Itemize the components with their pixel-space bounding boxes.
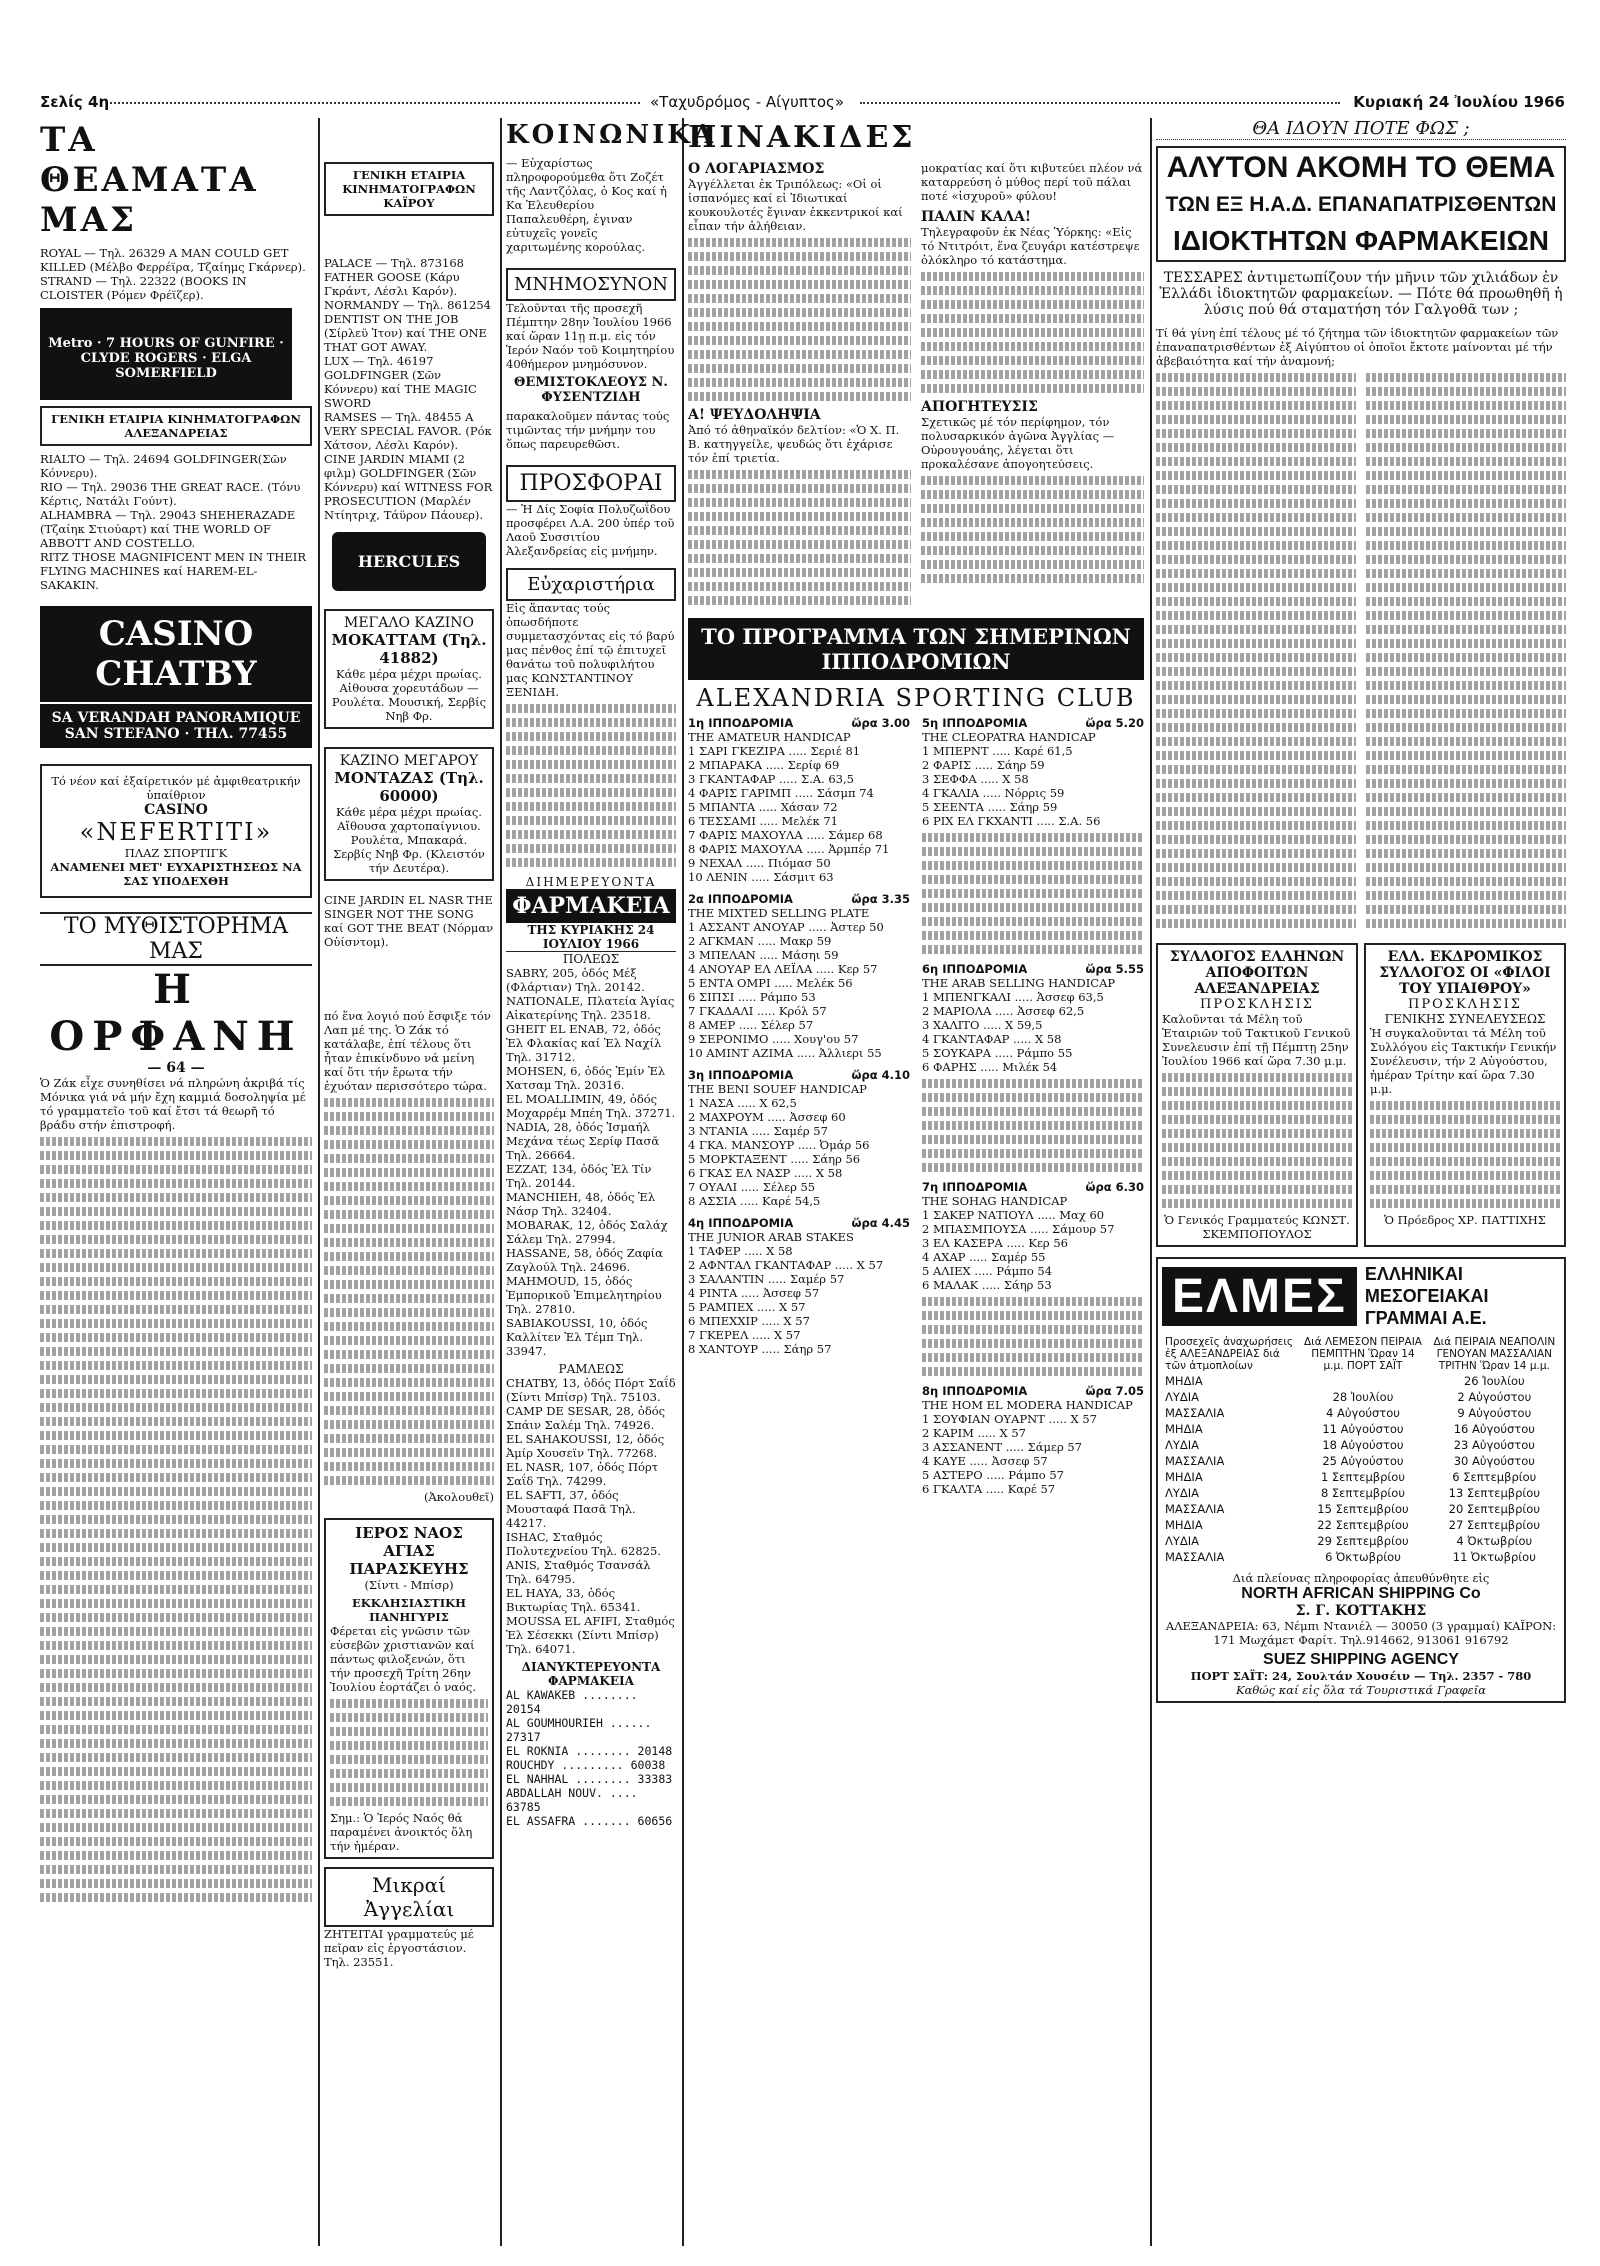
note-text: μοκρατίας καί ὅτι κιβυτεύει πλέον νά καταρρεύση ὁ μύθος περί τοῦ πάλαι ποτέ «ἰσχυροῦ» φύλου! (921, 161, 1143, 203)
notice-sign: Ὁ Πρόεδρος ΧΡ. ΠΑΤΤΙΧΗΣ (1384, 1213, 1546, 1227)
race-horse: 2 ΑΦΝΤΑΛ ΓΚΑΝΤΑΦΑΡ ..... Χ 57 (688, 1258, 884, 1272)
thanks-text: Εἰς ἅπαντας τούς ὁπωσδήποτε συμμετασχόντας εἰς τό βαρύ μας πένθος ἐπί τῷ ἐπιτυχεῖ θανάτω τοῦ πολυφιλήτου μας ΚΩΝΣΤΑΝΤΙΝΟΥ ΞΕΝΙΔΗ. (506, 601, 675, 699)
race-horse: 5 ΑΛΙΕΧ ..... Ράμπο 54 (922, 1264, 1053, 1278)
note-text: Ἀπό τό ἀθηναϊκόν δελτίον: «Ὁ Χ. Π. Β. κατηγγείλε, ψευδώς ὅτι ἐχάρισε τόν ἐπί τριετία. (688, 423, 900, 465)
list-item: ANIS, Σταθμός Τσανσάλ Τηλ. 64795. (506, 1558, 651, 1586)
race-horse: 4 ΡΙΝΤΑ ..... Ἀσσεφ 57 (688, 1286, 820, 1300)
column-main-story (1156, 118, 1566, 2246)
notes-right (921, 161, 1144, 610)
cinema-listing: CINE JARDIN MIAMI (2 φιλμ) GOLDFINGER (Σῶν Κόννερυ) καί WITNESS FOR PROSECUTION (Μαρλέν Ντίητριχ, Τάϋρον Πάουερ). (324, 452, 493, 522)
race-title: 5η ΙΠΠΟΔΡΟΜΙΑ ὥρα 5.20 (922, 716, 1144, 730)
table-header: Προσεχεῖς ἀναχωρήσεις ἐξ ΑΛΕΞΑΝΔΡΕΙΑΣ διά τῶν ἀτμοπλοίων Διά ΛΕΜΕΣΟΝ ΠΕΙΡΑΙΑ ΠΕΜΠΤΗΝ Ὥραν 14 μ.μ. ΠΟΡΤ ΣΑΪΤ Διά ΠΕΙΡΑΙΑ ΝΕΑΠΟΛΙΝ ΓΕΝΟΥΑΝ ΜΑΣΣΑΛΙΑΝ ΤΡΙΤΗΝ Ὥραν 14 μ.μ. (1165, 1336, 1556, 1372)
cinema-listing: LUX — Τηλ. 46197 GOLDFINGER (Σῶν Κόννερυ) καί THE MAGIC SWORD (324, 354, 477, 410)
races-left (688, 716, 910, 1496)
cinema-listing: RIALTO — Τηλ. 24694 GOLDFINGER(Σῶν Κόννερυ). (40, 452, 287, 480)
novel-title: Η ΟΡΦΑΝΗ (49, 966, 303, 1060)
race-title: 6η ΙΠΠΟΔΡΟΜΙΑ ὥρα 5.55 (922, 962, 1144, 976)
table-row: ΜΗΔΙΑ 1 Σεπτεμβρίου 6 Σεπτεμβρίου (1165, 1470, 1537, 1484)
notice-subtitle: (Σίντι - Μπίσρ) (364, 1578, 454, 1592)
race-horse: 8 ΧΑΝΤΟΥΡ ..... Σάηρ 57 (688, 1342, 832, 1356)
table-row: ΛΥΔΙΑ 8 Σεπτεμβρίου 13 Σεπτεμβρίου (1165, 1486, 1540, 1500)
list-item: EL NASR, 107, ὁδός Πόρτ Σαΐδ Τηλ. 74299. (506, 1460, 659, 1488)
table-row: ΜΗΔΙΑ 26 Ἰουλίου (1165, 1374, 1525, 1388)
list-item: ROUCHDY ......... 60038 (506, 1758, 666, 1772)
race-horse: 2 ΜΑΡΙΟΛΑ ..... Ἀσσεφ 62,5 (922, 1004, 1085, 1018)
to-be-continued: (Ἀκολουθεῖ) (424, 1490, 494, 1504)
agent-address: ΑΛΕΞΑΝΔΡΕΙΑ: 63, Νέμπι Ντανιέλ — 30050 (3 γραμμαί) ΚΑΪΡΟΝ: 171 Μωχάμετ Φαρίτ. Τηλ.914662, 913061 916792 (1165, 1619, 1557, 1647)
pharmacy-header: ΦΑΡΜΑΚΕΙΑ (506, 889, 676, 923)
story-body (1156, 368, 1566, 933)
novel-text: Ὁ Ζάκ εἶχε συνηθίσει νά πληρώνη ἀκριβά τίς Μόνικα γιά νά μήν ἔχη καμμιά δοσοληψία μέ τό γραμματεῖο τοῦ καί ἔτσι τά θεωρῆ τό βράδυ στήν ἐπιστροφή. (40, 1076, 306, 1132)
pharmacy-date: ΤΗΣ ΚΥΡΙΑΚΗΣ 24 ΙΟΥΛΙΟΥ 1966 (506, 923, 676, 952)
elmes-info: Διά πλείονας πληροφορίας ἀπευθύνθητε εἰς (1232, 1571, 1490, 1585)
race-name: THE AMATEUR HANDICAP (688, 730, 851, 744)
races-grid (688, 716, 1144, 1496)
list-item: CHATBY, 13, ὁδός Πόρτ Σαΐδ (Σίντι Μπίσρ) Τηλ. 75103. (506, 1376, 676, 1404)
headline-box (1156, 146, 1566, 262)
list-item: MOBARAK, 12, ὁδός Σαλάχ Σάλεμ Τηλ. 27994. (506, 1218, 668, 1246)
list-item: ABDALLAH NOUV. .... 63785 (506, 1786, 638, 1814)
race-horse: 9 ΣΕΡΟΝΙΜΟ ..... Χουγ'ου 57 (688, 1032, 859, 1046)
race-horse: 1 ΣΟΥΦΙΑΝ ΟΥΑΡΝΤ ..... Χ 57 (922, 1412, 1097, 1426)
body-text-lines (40, 1137, 312, 1902)
race-horse: 3 ΣΑΛΑΝΤΙΝ ..... Σαμέρ 57 (688, 1272, 845, 1286)
agent-name2: Σ. Γ. ΚΟΤΤΑΚΗΣ (1295, 1603, 1427, 1619)
novel-header: ΤΟ ΜΥΘΙΣΤΟΡΗΜΑ ΜΑΣ (40, 912, 312, 966)
elmes-tagline: ΕΛΛΗΝΙΚΑΙ ΜΕΣΟΓΕΙΑΚΑΙ ΓΡΑΜΜΑΙ Α.Ε. (1364, 1264, 1489, 1328)
notice-title: ΙΕΡΟΣ ΝΑΟΣ ΑΓΙΑΣ ΠΑΡΑΣΚΕΥΗΣ (349, 1524, 469, 1578)
elmes-header (1162, 1263, 1560, 1329)
table-row: ΛΥΔΙΑ 29 Σεπτεμβρίου 4 Ὀκτωβρίου (1165, 1534, 1533, 1548)
table-row: ΛΥΔΙΑ 28 Ἰουλίου 2 Αὐγούστου (1165, 1390, 1532, 1404)
company-box: ΓΕΝΙΚΗ ΕΤΑΙΡΙΑ ΚΙΝΗΜΑΤΟΓΡΑΦΩΝ ΚΑΪΡΟΥ (324, 162, 494, 216)
agent-address: ΠΟΡΤ ΣΑΪΤ: 24, Σουλτάν Χουσέιν — Τηλ. 2357 - 780 (1190, 1669, 1532, 1683)
cinema-listing: RITZ THOSE MAGNIFICENT MEN IN THEIR FLYING MACHINES καί HAREM-EL-SAKAKIN. (40, 550, 306, 592)
ad-intro: Τό νέον καί ἐξαίρετικόν μέ ἀμφιθεατρικήν ὑπαίθριον (51, 774, 301, 802)
casino-chatby-ad: CASINO CHATBY (40, 606, 312, 702)
race-horse: 7 ΓΚΑΔΑΛΙ ..... Κρόλ 57 (688, 1004, 827, 1018)
section-title: ΚΟΙΝΩΝΙΚΑ (506, 120, 717, 150)
church-notice (324, 1518, 494, 1859)
race-horse: 2 ΦΑΡΙΣ ..... Σάηρ 59 (922, 758, 1045, 772)
body-text-lines (506, 704, 676, 867)
headline-line: ΤΩΝ ΕΞ Η.Α.Δ. ΕΠΑΝΑΠΑΤΡΙΣΘΕΝΤΩΝ (1165, 193, 1557, 216)
list-item: EL SAHAKOUSSI, 12, ὁδός Ἀμίρ Χουσεϊν Τηλ. 77268. (506, 1432, 665, 1460)
race-horse: 6 ΓΚΑΣ ΕΛ ΝΑΣΡ ..... Χ 58 (688, 1166, 843, 1180)
list-item: EL SAFTI, 37, ὁδός Μουσταφά Πασᾶ Τηλ. 44217. (506, 1488, 636, 1530)
hercules-ad: HERCULES (332, 532, 486, 591)
race-horse: 1 ΑΣΣΑΝΤ ΑΝΟΥΑΡ ..... Ἀστερ 50 (688, 920, 884, 934)
race-horse: 4 ΓΚΑ. ΜΑΝΣΟΥΡ ..... Ὀμάρ 56 (688, 1138, 870, 1152)
schedule-table (1162, 1335, 1560, 1565)
cinema-listing: ALHAMBRA — Τηλ. 29043 SHEHERAZADE (Τζαίηκ Στιούαρτ) καί THE WORLD OF ABBOTT AND COSTELLO. (40, 508, 296, 550)
cinema-listing: ROYAL — Τηλ. 26329 A MAN COULD GET KILLED (Μέλβο Φερρέϊρα, Τζαίημς Γκάρνερ). (40, 246, 306, 274)
note-text: Σχετικῶς μέ τόν περίφημον, τόν πολυσαρκικόν ἀγῶνα Ἀγγλίας — Οὐρουγουάης, λέγεται ὅτι προκαλέσανε ἀπογοητεύσεις. (921, 415, 1115, 471)
classified-item: ΖΗΤΕΙΤΑΙ γραμματεύς μέ πεῖραν εἰς ἐργοστάσιον. Τηλ. 23551. (324, 1927, 474, 1969)
notice-event: ΕΚΚΛΗΣΙΑΣΤΙΚΗ ΠΑΝΗΓΥΡΙΣ (352, 1596, 466, 1624)
ad-tagline: ΑΝΑΜΕΝΕΙ ΜΕΤ' ΕΥΧΑΡΙΣΤΗΣΕΩΣ ΝΑ ΣΑΣ ΥΠΟΔΕΧΘΗ (50, 860, 302, 888)
agent-note: Καθώς καί εἰς ὅλα τά Τουριστικά Γραφεῖα (1236, 1683, 1486, 1697)
page-header (40, 90, 1565, 120)
race-title: 1η ΙΠΠΟΔΡΟΜΙΑ ὥρα 3.00 (688, 716, 910, 730)
classifieds-header: Μικραί Ἀγγελίαι (324, 1867, 494, 1927)
table-row: ΛΥΔΙΑ 18 Αὐγούστου 23 Αὐγούστου (1165, 1438, 1535, 1452)
race-title: 8η ΙΠΠΟΔΡΟΜΙΑ ὥρα 7.05 (922, 1384, 1144, 1398)
mokattam-ad (324, 609, 494, 729)
list-item: SABRY, 205, ὁδός Μέξ (Φλάρτιαν) Τηλ. 20142. (506, 966, 645, 994)
cinema-listing: PALACE — Τηλ. 873168 FATHER GOOSE (Κάρυ Γκράντ, Λέσλι Καρόν). (324, 256, 464, 298)
company-box: ΓΕΝΙΚΗ ΕΤΑΙΡΙΑ ΚΙΝΗΜΑΤΟΓΡΑΦΩΝ ΑΛΕΞΑΝΔΡΕΙΑΣ (40, 406, 312, 446)
list-item: MOHSEN, 6, ὁδός Ἐμίν Ἐλ Χατσαμ Τηλ. 20316. (506, 1064, 666, 1092)
race-horse: 6 ΦΑΡΗΣ ..... Μιλέκ 54 (922, 1060, 1058, 1074)
list-item: MAHMOUD, 15, ὁδός Ἐμπορικοῦ Ἐπιμελητηρίου Τηλ. 27810. (506, 1274, 662, 1316)
race-horse: 7 ΓΚΕΡΕΛ ..... Χ 57 (688, 1328, 801, 1342)
pharmacy-list (506, 966, 676, 1358)
race-name: THE BENI SOUEF HANDICAP (688, 1082, 867, 1096)
race-horse: 10 ΛΕΝΙΝ ..... Σάσμιτ 63 (688, 870, 834, 884)
race-horse: 5 ΑΣΤΕΡΟ ..... Ράμπο 57 (922, 1468, 1064, 1482)
list-item: NADIA, 28, ὁδός Ἰσμαήλ Μεχάνα τέως Σερίφ Πασᾶ Τηλ. 26664. (506, 1120, 660, 1162)
paper-name: «Ταχυδρόμος - Αίγυπτος» (650, 93, 845, 111)
story-subhead: ΤΕΣΣΑΡΕΣ ἀντιμετωπίζουν τήν μῆνιν τῶν χιλιάδων ἐν Ἑλλάδι ἰδιοκτητῶν φαρμακείων. — Πότε θά προωθηθῆ ἡ λύσις πού θά σταματήση τόν Γαλγοθᾶ των ; (1159, 270, 1563, 318)
notice-text: Ἡ συγκαλοῦνται τά Μέλη τοῦ Συλλόγου εἰς Τακτικήν Γενικήν Συνέλευσιν, τήν 2 Αὐγούστου, ἡμέραν Τρίτην καί ὥρα 7.30 μ.μ. (1370, 1026, 1557, 1096)
race-horse: 10 ΑΜΙΝΤ ΑΖΙΜΑ ..... Ἀλλιερι 55 (688, 1046, 882, 1060)
page-number: Σελίς 4η (40, 93, 110, 111)
notice-sign: Ὁ Γενικός Γραμματεύς ΚΩΝΣΤ. ΣΚΕΜΠΟΠΟΥΛΟΣ (1164, 1213, 1350, 1241)
table-row: ΜΑΣΣΑΛΙΑ 6 Ὀκτωβρίου 11 Ὀκτωβρίου (1165, 1550, 1536, 1564)
race-horse: 9 ΝΕΧΑΛ ..... Πιόμασ 50 (688, 856, 831, 870)
headline-line: ΑΛΥΤΟΝ ΑΚΟΜΗ ΤΟ ΘΕΜΑ (1166, 151, 1556, 184)
ad-text: Κάθε μέρα μέχρι πρωίας. Αἴθουσα χαρτοπαίγνιου. Ρουλέτα, Μπακαρά. Σερβίς Νηβ Φρ. (Κλειστόν τήν Δευτέρα). (333, 805, 485, 875)
verandah-ad: SA VERANDAH PANORAMIQUE SAN STEFANO · ΤΗΛ. 77455 (40, 702, 312, 748)
column-notes (688, 118, 1144, 2246)
races-header: ΤΟ ΠΡΟΓΡΑΜΜΑ ΤΩΝ ΣΗΜΕΡΙΝΩΝ ΙΠΠΟΔΡΟΜΙΩΝ (688, 618, 1144, 680)
race-horse: 4 ΦΑΡΙΣ ΓΑΡΙΜΠ ..... Σάσμπ 74 (688, 786, 874, 800)
memorial-text2: παρακαλοῦμεν πάντας τούς τιμῶντας τήν μνήμην του ὅπως παρευρεθῶσι. (506, 409, 670, 451)
ad-location: ΠΛΑΖ ΣΠΟΡΤΙΓΚ (124, 846, 228, 860)
notice-title: ΕΛΛ. ΕΚΔΡΟΜΙΚΟΣ ΣΥΛΛΟΓΟΣ ΟΙ «ΦΙΛΟΙ ΤΟΥ ΥΠΑΙΘΡΟΥ» (1379, 949, 1551, 997)
cinema-listing: NORMANDY — Τηλ. 861254 DENTIST ON THE JOB (Σίρλεϋ Ἰτον) καί THE ONE THAT GOT AWAY. (324, 298, 491, 354)
race-horse: 5 ΣΟΥΚΑΡΑ ..... Ράμπο 55 (922, 1046, 1073, 1060)
pharmacy-area: ΠΟΛΕΩΣ (562, 952, 620, 966)
thanks-header: Εὐχαριστήρια (506, 568, 676, 601)
cinema-listing: RIO — Τηλ. 29036 THE GREAT RACE. (Τόνυ Κέρτις, Νατάλι Γούντ). (40, 480, 301, 508)
list-item: AL GOUMHOURIEH ...... 27317 (506, 1716, 652, 1744)
memorial-header: ΜΝΗΜΟΣΥΝΟΝ (506, 268, 676, 301)
column-social (506, 118, 717, 2246)
association-notice (1156, 943, 1358, 1247)
ad-name: ΜΟΝΤΑΖΑΣ (Τηλ. 60000) (334, 769, 484, 805)
race-horse: 1 ΣΑΚΕΡ ΝΑΤΙΟΥΛ ..... Μαχ 60 (922, 1208, 1105, 1222)
section-title: ΤΑ ΘΕΑΜΑΤΑ ΜΑΣ (40, 120, 259, 240)
race-horse: 6 ΣΙΠΣΙ ..... Ράμπο 53 (688, 990, 816, 1004)
race-horse: 6 ΜΠΕΧΧΙΡ ..... Χ 57 (688, 1314, 810, 1328)
memorial-name: ΘΕΜΙΣΤΟΚΛΕΟΥΣ Ν. ΦΥΣΕΝΤΖΙΔΗ (514, 375, 668, 405)
race-name: THE CLEOPATRA HANDICAP (922, 730, 1096, 744)
elmes-logo: ΕΛΜΕΣ (1162, 1267, 1357, 1326)
cinema-listing: CINE JARDIN EL NASR THE SINGER NOT THE SONG καί GOT THE BEAT (Νόρμαν Οὐίσντομ). (324, 893, 494, 949)
headline-line: ΙΔΙΟΚΤΗΤΩΝ ΦΑΡΜΑΚΕΙΩΝ (1172, 225, 1550, 256)
table-row: ΜΑΣΣΑΛΙΑ 15 Σεπτεμβρίου 20 Σεπτεμβρίου (1165, 1502, 1540, 1516)
cinema-listing: RAMSES — Τηλ. 48455 A VERY SPECIAL FAVOR. (Ρόκ Χάτσον, Λέσλι Καρόν). (324, 410, 492, 452)
race-horse: 3 ΝΤΑΝΙΑ ..... Σαμέρ 57 (688, 1124, 828, 1138)
race-horse: 1 ΝΑΣΑ ..... Χ 62,5 (688, 1096, 797, 1110)
story-text: Τί θά γίνη ἐπί τέλους μέ τό ζήτημα τῶν ἰδιοκτητῶν φαρμακείων τῶν ἐπαναπατρισθέντων ἐξ Αἰγύπτου οἱ ὁποῖοι ἔκτοτε μαίνονται μέ τήν ἀβεβαιότητα καί τήν ἀναμονή; (1156, 326, 1559, 368)
list-item: EL HAYA, 33, ὁδός Βικτωρίας Τηλ. 65341. (506, 1586, 641, 1614)
metro-ad: Metro · 7 HOURS OF GUNFIRE · CLYDE ROGERS · ELGA SOMERFIELD (40, 308, 292, 400)
race-horse: 3 ΑΣΣΑΝΕΝΤ ..... Σάμερ 57 (922, 1440, 1083, 1454)
race-horse: 3 ΓΚΑΝΤΑΦΑΡ ..... Σ.Α. 63,5 (688, 772, 854, 786)
race-horse: 2 ΑΓΚΜΑΝ ..... Μακρ 59 (688, 934, 832, 948)
race-name: THE HOM EL MODERA HANDICAP (922, 1398, 1133, 1412)
race-horse: 3 ΕΛ ΚΑΣΕΡΑ ..... Κερ 56 (922, 1236, 1068, 1250)
list-item: AL KAWAKEB ........ 20154 (506, 1688, 638, 1716)
associations-row (1156, 943, 1566, 1247)
race-horse: 2 ΜΠΑΣΜΠΟΥΣΑ ..... Σάμουρ 57 (922, 1222, 1115, 1236)
ad-name: ΜΟΚΑΤΤΑΜ (Τηλ. 41882) (331, 631, 487, 667)
race-horse: 2 ΜΠΑΡΑΚΑ ..... Σερίφ 69 (688, 758, 840, 772)
montaza-ad (324, 747, 494, 881)
races-right (922, 716, 1144, 1496)
note-title: Α! ΨΕΥΔΟΛΗΨΙΑ (688, 407, 821, 423)
body-text-lines (324, 1098, 494, 1485)
note-title: ΑΠΟΓΗΤΕΥΣΙΣ (921, 399, 1038, 415)
race-title: 2α ΙΠΠΟΔΡΟΜΙΑ ὥρα 3.35 (688, 892, 910, 906)
race-horse: 1 ΜΠΕΝΓΚΑΛΙ ..... Ἀσσεφ 63,5 (922, 990, 1104, 1004)
table-row: ΜΗΔΙΑ 22 Σεπτεμβρίου 27 Σεπτεμβρίου (1165, 1518, 1540, 1532)
notice-subtitle: ΠΡΟΣΚΛΗΣΙΣ (1200, 997, 1314, 1012)
race-horse: 3 ΧΑΛΙΤΟ ..... Χ 59,5 (922, 1018, 1043, 1032)
column-theatres (40, 118, 312, 2246)
race-horse: 3 ΣΕΦΦΑ ..... Χ 58 (922, 772, 1029, 786)
ad-title: ΚΑΖΙΝΟ ΜΕΓΑΡΟΥ (339, 753, 479, 769)
race-title: 4η ΙΠΠΟΔΡΟΜΙΑ ὥρα 4.45 (688, 1216, 910, 1230)
header-dots (860, 102, 1340, 104)
pharmacy-kicker: ΔΙΗΜΕΡΕΥΟΝΤΑ (525, 875, 657, 889)
nefertiti-ad (40, 764, 312, 898)
cinema-listing: STRAND — Τηλ. 22322 (BOOKS IN CLOISTER (Ρόμεν Φρέϊζερ). (40, 274, 247, 302)
list-item: EL NAHHAL ........ 33383 (506, 1772, 673, 1786)
race-horse: 6 ΓΚΑΛΤΑ ..... Καρέ 57 (922, 1482, 1056, 1496)
race-horse: 2 ΚΑΡΙΜ ..... Χ 57 (922, 1426, 1026, 1440)
race-horse: 7 ΟΥΑΛΙ ..... Σέλερ 55 (688, 1180, 816, 1194)
race-name: THE MIXTED SELLING PLATE (688, 906, 870, 920)
list-item: HASSANE, 58, ὁδός Ζαφία Ζαγλούλ Τηλ. 24696. (506, 1246, 663, 1274)
race-horse: 4 ΚΑΥΕ ..... Ἀσσεφ 57 (922, 1454, 1048, 1468)
race-horse: 1 ΣΑΡΙ ΓΚΕΖΙΡΑ ..... Σεριέ 81 (688, 744, 861, 758)
association-notice (1364, 943, 1566, 1247)
list-item: EL MOALLIMIN, 49, ὁδός Μοχαρρέμ Μπέη Τηλ. 37271. (506, 1092, 676, 1120)
notice-text: Φέρεται εἰς γνῶσιν τῶν εὐσεβῶν χριστιανῶν καί πάντως φιλοξενών, ὅτι τήν προσεχῆ Τρίτη 26ην Ἰουλίου ἑορτάζει ὁ ναός. (330, 1624, 476, 1694)
notice-subtitle2: ΓΕΝΙΚΗΣ ΣΥΝΕΛΕΥΣΕΩΣ (1384, 1012, 1546, 1026)
club-name: ALEXANDRIA SPORTING CLUB (696, 684, 1136, 712)
race-horse: 6 ΡΙΧ ΕΛ ΓΚΧΑΝΤΙ ..... Σ.Α. 56 (922, 814, 1101, 828)
race-horse: 1 ΤΑΦΕΡ ..... Χ 58 (688, 1244, 793, 1258)
race-horse: 5 ΡΑΜΠΕΧ ..... Χ 57 (688, 1300, 806, 1314)
column-cairo (324, 118, 494, 2246)
offers-header: ΠΡΟΣΦΟΡΑΙ (506, 465, 676, 502)
list-item: CAMP DE SESAR, 28, ὁδός Σπάιν Σαλέμ Τηλ. 74926. (506, 1404, 666, 1432)
list-item: EL ROKNIA ........ 20148 (506, 1744, 673, 1758)
novel-continuation: πό ἕνα λογιό πού ἔσφιξε τόν Λαπ μέ της. Ὁ Ζάκ τό κατάλαβε, ἐπί τέλους ὅτι ἦταν ἐπικίνδυνο νά μείνη καί ὅτι τήν ἔρωτα τήν ἐχυόταν περισσότερο τώρα. (324, 1009, 491, 1093)
race-horse: 6 ΤΕΣΣΑΜΙ ..... Μελέκ 71 (688, 814, 838, 828)
table-row: ΜΑΣΣΑΛΙΑ 25 Αὐγούστου 30 Αὐγούστου (1165, 1454, 1535, 1468)
note-text: Ἀγγέλλεται ἐκ Τριπόλεως: «Οἱ οἱ ἰσπανόμες καί εἰ Ἰδιωτικαί κουκουλοτές ἔγιναν ἐκκεντρικοί καί εἶπαν τήν ἀλήθειαν. (688, 177, 903, 233)
race-horse: 8 ΑΣΣΙΑ ..... Καρέ 54,5 (688, 1194, 821, 1208)
list-item: ISHAC, Σταθμός Πολυτεχνείου Τηλ. 62825. (506, 1530, 661, 1558)
pharmacy-list (506, 1376, 676, 1656)
race-horse: 5 ΣΕΕΝΤΑ ..... Σάηρ 59 (922, 800, 1058, 814)
ad-casino-name: «NEFERTITI» (79, 818, 273, 846)
race-horse: 3 ΜΠΕΛΑΝ ..... Μάσηι 59 (688, 948, 839, 962)
race-horse: 4 ΑΝΟΥΑΡ ΕΛ ΛΕΪΛΑ ..... Κερ 57 (688, 962, 878, 976)
ad-text: Κάθε μέρα μέχρι πρωίας. Αἰθουσα χορευτάδων — Ρουλέτα. Μουσική, Σερβίς Νηβ Φρ. (331, 667, 487, 723)
notes-left (688, 161, 911, 610)
race-title: 3η ΙΠΠΟΔΡΟΜΙΑ ὥρα 4.10 (688, 1068, 910, 1082)
list-item: EZZAT, 134, ὁδός Ἐλ Τίν Τηλ. 20144. (506, 1162, 652, 1190)
notice-sign: Σημ.: Ὁ Ἱερός Ναός θά παραμένει ἀνοικτός ὅλη τήν ἡμέραν. (330, 1811, 473, 1853)
section-title: ΠΙΝΑΚΙΔΕΣ (688, 120, 916, 155)
race-name: THE JUNIOR ARAB STAKES (688, 1230, 854, 1244)
race-name: THE SOHAG HANDICAP (922, 1194, 1068, 1208)
ad-casino-label: CASINO (144, 802, 208, 818)
issue-date: Κυριακή 24 Ἰουλίου 1966 (1353, 93, 1565, 111)
memorial-text: Τελοῦνται τῆς προσεχῆ Πέμπτην 28ην Ἰουλίου 1966 καί ὥραν 11ῃ π.μ. εἰς τόν Ἱερόν Ναόν τοῦ Κοιμητηρίου 40θήμερον μνημόσυνον. (506, 301, 675, 371)
race-horse: 5 ΜΟΡΚΤΑΞΕΝΤ ..... Σάηρ 56 (688, 1152, 861, 1166)
note-title: Ο ΛΟΓΑΡΙΑΣΜΟΣ (688, 161, 825, 177)
race-horse: 5 ΜΠΑΝΤΑ ..... Χάσαν 72 (688, 800, 838, 814)
notes-grid (688, 161, 1144, 610)
race-horse: 2 ΜΑΧΡΟΥΜ ..... Ἀσσεφ 60 (688, 1110, 846, 1124)
race-horse: 8 ΑΜΕΡ ..... Σέλερ 57 (688, 1018, 814, 1032)
header-dots (110, 102, 640, 104)
agent-name: NORTH AFRICAN SHIPPING Co (1241, 1585, 1481, 1602)
race-title: 7η ΙΠΠΟΔΡΟΜΙΑ ὥρα 6.30 (922, 1180, 1144, 1194)
list-item: GHEIT EL ENAB, 72, ὁδός Ἐλ Φλακίας καί Ἐλ Ναχίλ Τηλ. 31712. (506, 1022, 662, 1064)
night-pharmacy-header: ΔΙΑΝΥΚΤΕΡΕΥΟΝΤΑ ΦΑΡΜΑΚΕΙΑ (521, 1660, 661, 1688)
note-title: ΠΑΛΙΝ ΚΑΛΑ! (921, 209, 1032, 225)
race-horse: 5 ΕΝΤΑ ΟΜΡΙ ..... Μελέκ 56 (688, 976, 853, 990)
list-item: EL ASSAFRA ....... 60656 (506, 1814, 673, 1828)
novel-number: — 64 — (147, 1060, 205, 1076)
pharmacy-area: ΡΑΜΛΕΩΣ (558, 1362, 624, 1376)
offers-text: — Ἡ Δίς Σοφία Πολυζωΐδου προσφέρει Λ.Α. 200 ὑπέρ τοῦ Λαοῦ Συσσιτίου Ἀλεξανδρείας εἰς μνήμην. (506, 502, 675, 558)
social-text: — Εὐχαρίστως πληροφορούμεθα ὅτι Ζοζέτ τῆς Λαντζόλας, ὁ Κος καί ἡ Κα Ἐλευθερίου Παπαλευθέρη, ἐγιναν εὐτυχεῖς γονεῖς χαριτωμένης κορούλας. (506, 156, 667, 254)
agent-name: SUEZ SHIPPING AGENCY (1263, 1651, 1459, 1668)
race-name: THE ARAB SELLING HANDICAP (922, 976, 1116, 990)
race-horse: 7 ΦΑΡΙΣ ΜΑΧΟΥΛΑ ..... Σάμερ 68 (688, 828, 883, 842)
list-item: MOUSSA EL AFIFI, Σταθμός Ἐλ Σέσεκκι (Σίντι Μπίσρ) Τηλ. 64071. (506, 1614, 675, 1656)
list-item: MANCHIEH, 48, ὁδός Ἐλ Νάσρ Τηλ. 32404. (506, 1190, 656, 1218)
race-horse: 4 ΓΚΑΝΤΑΦΑΡ ..... Χ 58 (922, 1032, 1062, 1046)
ad-title: ΜΕΓΑΛΟ ΚΑΖΙΝΟ (344, 615, 474, 631)
note-text: Τηλεγραφοῦν ἐκ Νέας Ὑόρκης: «Εἰς τό Ντιτρόιτ, ἕνα ζευγάρι κατέστρεψε ὁλόκληρο τό κατάστημα. (921, 225, 1140, 267)
elmes-ad (1156, 1257, 1566, 1703)
notice-text: Καλοῦνται τά Μέλη τοῦ Ἑταιριῶν τοῦ Τακτικοῦ Γενικοῦ Συνελευσιν ἐπί τῇ Πέμπτῃ 25ην Ἰουλίου 1966 καί ὥρα 7.30 μ.μ. (1162, 1012, 1351, 1068)
race-horse: 4 ΑΧΑΡ ..... Σαμέρ 55 (922, 1250, 1046, 1264)
list-item: NATIONALE, Πλατεία Ἁγίας Αἰκατερίνης Τηλ. 23518. (506, 994, 675, 1022)
list-item: SABIAKOUSSI, 10, ὁδός Καλλίτεν Ἐλ Τέμπ Τηλ. 33947. (506, 1316, 648, 1358)
race-horse: 4 ΓΚΑΛΙΑ ..... Νόρρις 59 (922, 786, 1065, 800)
story-kicker: ΘΑ ΙΔΟΥΝ ΠΟΤΕ ΦΩΣ ; (1156, 118, 1566, 140)
table-row: ΜΗΔΙΑ 11 Αὐγούστου 16 Αὐγούστου (1165, 1422, 1535, 1436)
race-horse: 8 ΦΑΡΙΣ ΜΑΧΟΥΛΑ ..... Ἀρμπέρ 71 (688, 842, 890, 856)
notice-subtitle: ΠΡΟΣΚΛΗΣΙΣ (1408, 997, 1522, 1012)
race-horse: 6 ΜΑΛΑΚ ..... Σάηρ 53 (922, 1278, 1052, 1292)
race-horse: 1 ΜΠΕΡΝΤ ..... Καρέ 61,5 (922, 744, 1073, 758)
table-row: ΜΑΣΣΑΛΙΑ 4 Αὐγούστου 9 Αὐγούστου (1165, 1406, 1532, 1420)
notice-title: ΣΥΛΛΟΓΟΣ ΕΛΛΗΝΩΝ ΑΠΟΦΟΙΤΩΝ ΑΛΕΞΑΝΔΡΕΙΑΣ (1169, 949, 1345, 997)
